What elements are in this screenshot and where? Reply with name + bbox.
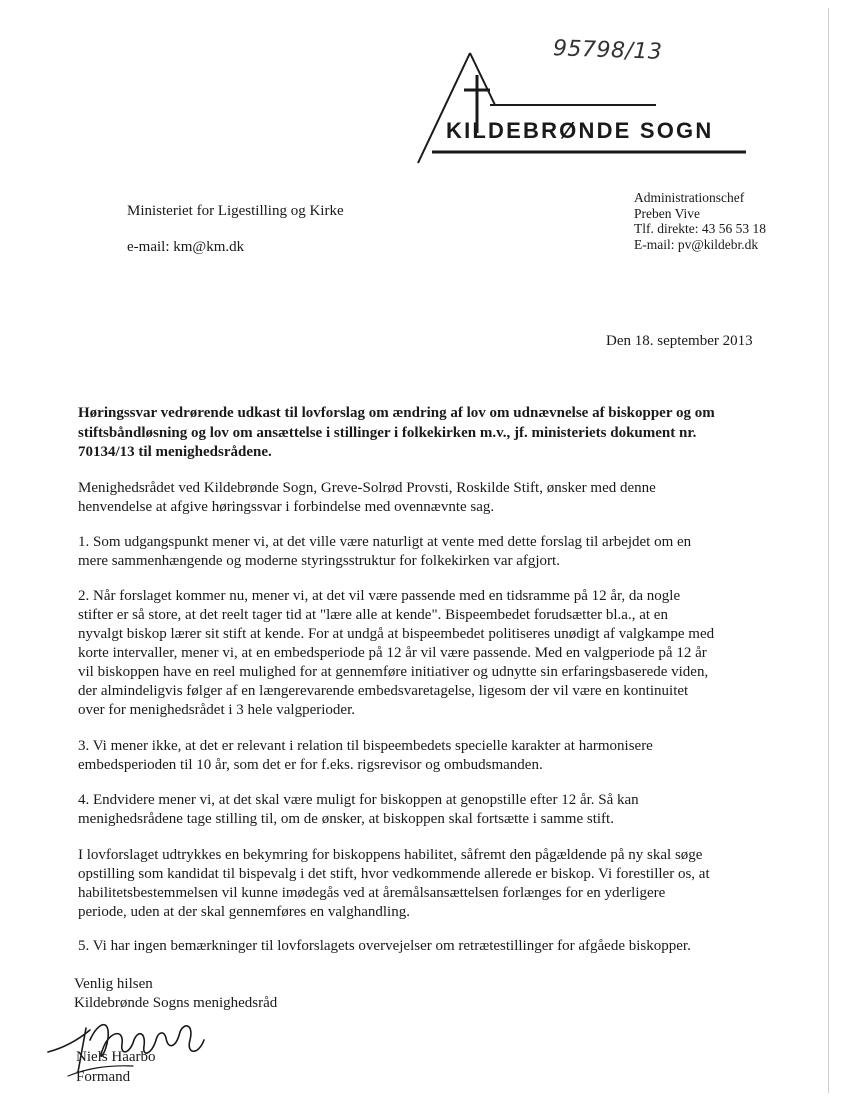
body-line: nyvalgt biskop lærer sit stift at kende. For at undgå at bispeembedet politiseres unødigt af valgkampe med [78, 626, 715, 642]
body-line: habilitetsbestemmelsen vil kunne imødegås ved at åremålsansættelsen forlænges for en yderligere [78, 885, 666, 901]
body-paragraph-5 [78, 937, 691, 956]
body-line: vil biskoppen have en reel mulighed for at gennemføre initiativer og udnytte sin erfaringsbaserede viden, [78, 664, 709, 680]
recipient-name: Ministeriet for Ligestilling og Kirke [127, 203, 344, 219]
body-line: stifter er så store, at det reelt tager tid at "lære alle at kende". Bispeembedet forudsætter bl.a., at en [78, 607, 668, 623]
sender-phone: Tlf. direkte: 43 56 53 18 [634, 221, 766, 237]
letter-date: Den 18. september 2013 [606, 333, 753, 349]
body-line: mere sammenhængende og moderne styringsstruktur for folkekirken var afgjort. [78, 553, 560, 569]
subject-heading [78, 404, 798, 463]
signer-title: Formand [76, 1069, 131, 1085]
recipient-email: e-mail: km@km.dk [127, 239, 245, 255]
body-paragraph-1 [78, 533, 691, 571]
church-logo-icon [410, 45, 780, 170]
body-line: 1. Som udgangspunkt mener vi, at det ville være naturligt at vente med dette forslag til arbejdet om en [78, 534, 692, 550]
subject-line: 70134/13 til menighedsrådene. [78, 444, 272, 460]
body-paragraph-habilitet [78, 846, 710, 922]
subject-line: stiftsbåndløsning og lov om ansættelse i stillinger i folkekirken m.v., jf. ministeriets dokument nr. [78, 424, 697, 441]
subject-line: Høringssvar vedrørende udkast til lovforslag om ændring af lov om udnævnelse af biskopper og om [78, 405, 715, 421]
body-line: periode, uden at der skal gennemføres en valghandling. [78, 904, 410, 920]
body-paragraph-intro [78, 479, 656, 517]
sender-email: E-mail: pv@kildebr.dk [634, 236, 759, 252]
body-line: embedsperioden til 10 år, som det er for f.eks. rigsrevisor og ombudsmanden. [78, 757, 543, 773]
body-line: opstilling som kandidat til bispevalg i det stift, hvor vedkommende allerede er biskop. Vi forestiller os, at [78, 866, 710, 882]
body-paragraph-4 [78, 791, 639, 829]
body-line: der almindeligvis følger af en længerevarende embedsvaretagelse, ligesom der vil være en kontinuitet [78, 683, 689, 699]
body-line: menighedsrådene tage stilling til, om de ønsker, at biskoppen skal fortsætte i samme stift. [78, 811, 614, 827]
body-line: korte intervaller, mener vi, at en embedsperiode på 12 år vil være passende. Med en valgperiode på 12 år [78, 645, 707, 661]
sender-name: Preben Vive [634, 205, 701, 221]
body-line: henvendelse at afgive høringssvar i forbindelse med ovennævnte sag. [78, 499, 495, 515]
signer-name: Niels Haarbo [76, 1049, 156, 1065]
sender-block [634, 190, 766, 252]
letterhead-name: KILDEBRØNDE SOGN [446, 118, 714, 143]
sender-title: Administrationschef [634, 190, 745, 205]
body-line: I lovforslaget udtrykkes en bekymring for biskoppens habilitet, såfremt den pågældende på ny skal søge [78, 847, 703, 863]
closing-greeting: Venlig hilsen [74, 976, 153, 992]
body-paragraph-2 [78, 587, 714, 720]
page-edge-line [828, 8, 829, 1093]
handwritten-reference: 95798/13 [552, 36, 663, 65]
body-line: Menighedsrådet ved Kildebrønde Sogn, Greve-Solrød Provsti, Roskilde Stift, ønsker med denne [78, 480, 656, 496]
body-paragraph-3 [78, 737, 653, 775]
closing-organisation: Kildebrønde Sogns menighedsråd [74, 995, 278, 1011]
body-line: over for menighedsrådet i 3 hele valgperioder. [78, 702, 355, 718]
body-line: 5. Vi har ingen bemærkninger til lovforslagets overvejelser om retrætestillinger for afgåede biskopper. [78, 938, 691, 954]
body-line: 2. Når forslaget kommer nu, mener vi, at det vil være passende med en tidsramme på 12 år, da nogle [78, 588, 681, 604]
body-line: 3. Vi mener ikke, at det er relevant i relation til bispeembedets specielle karakter at harmonisere [78, 738, 653, 754]
body-line: 4. Endvidere mener vi, at det skal være muligt for biskoppen at genopstille efter 12 år. Så kan [78, 792, 639, 808]
